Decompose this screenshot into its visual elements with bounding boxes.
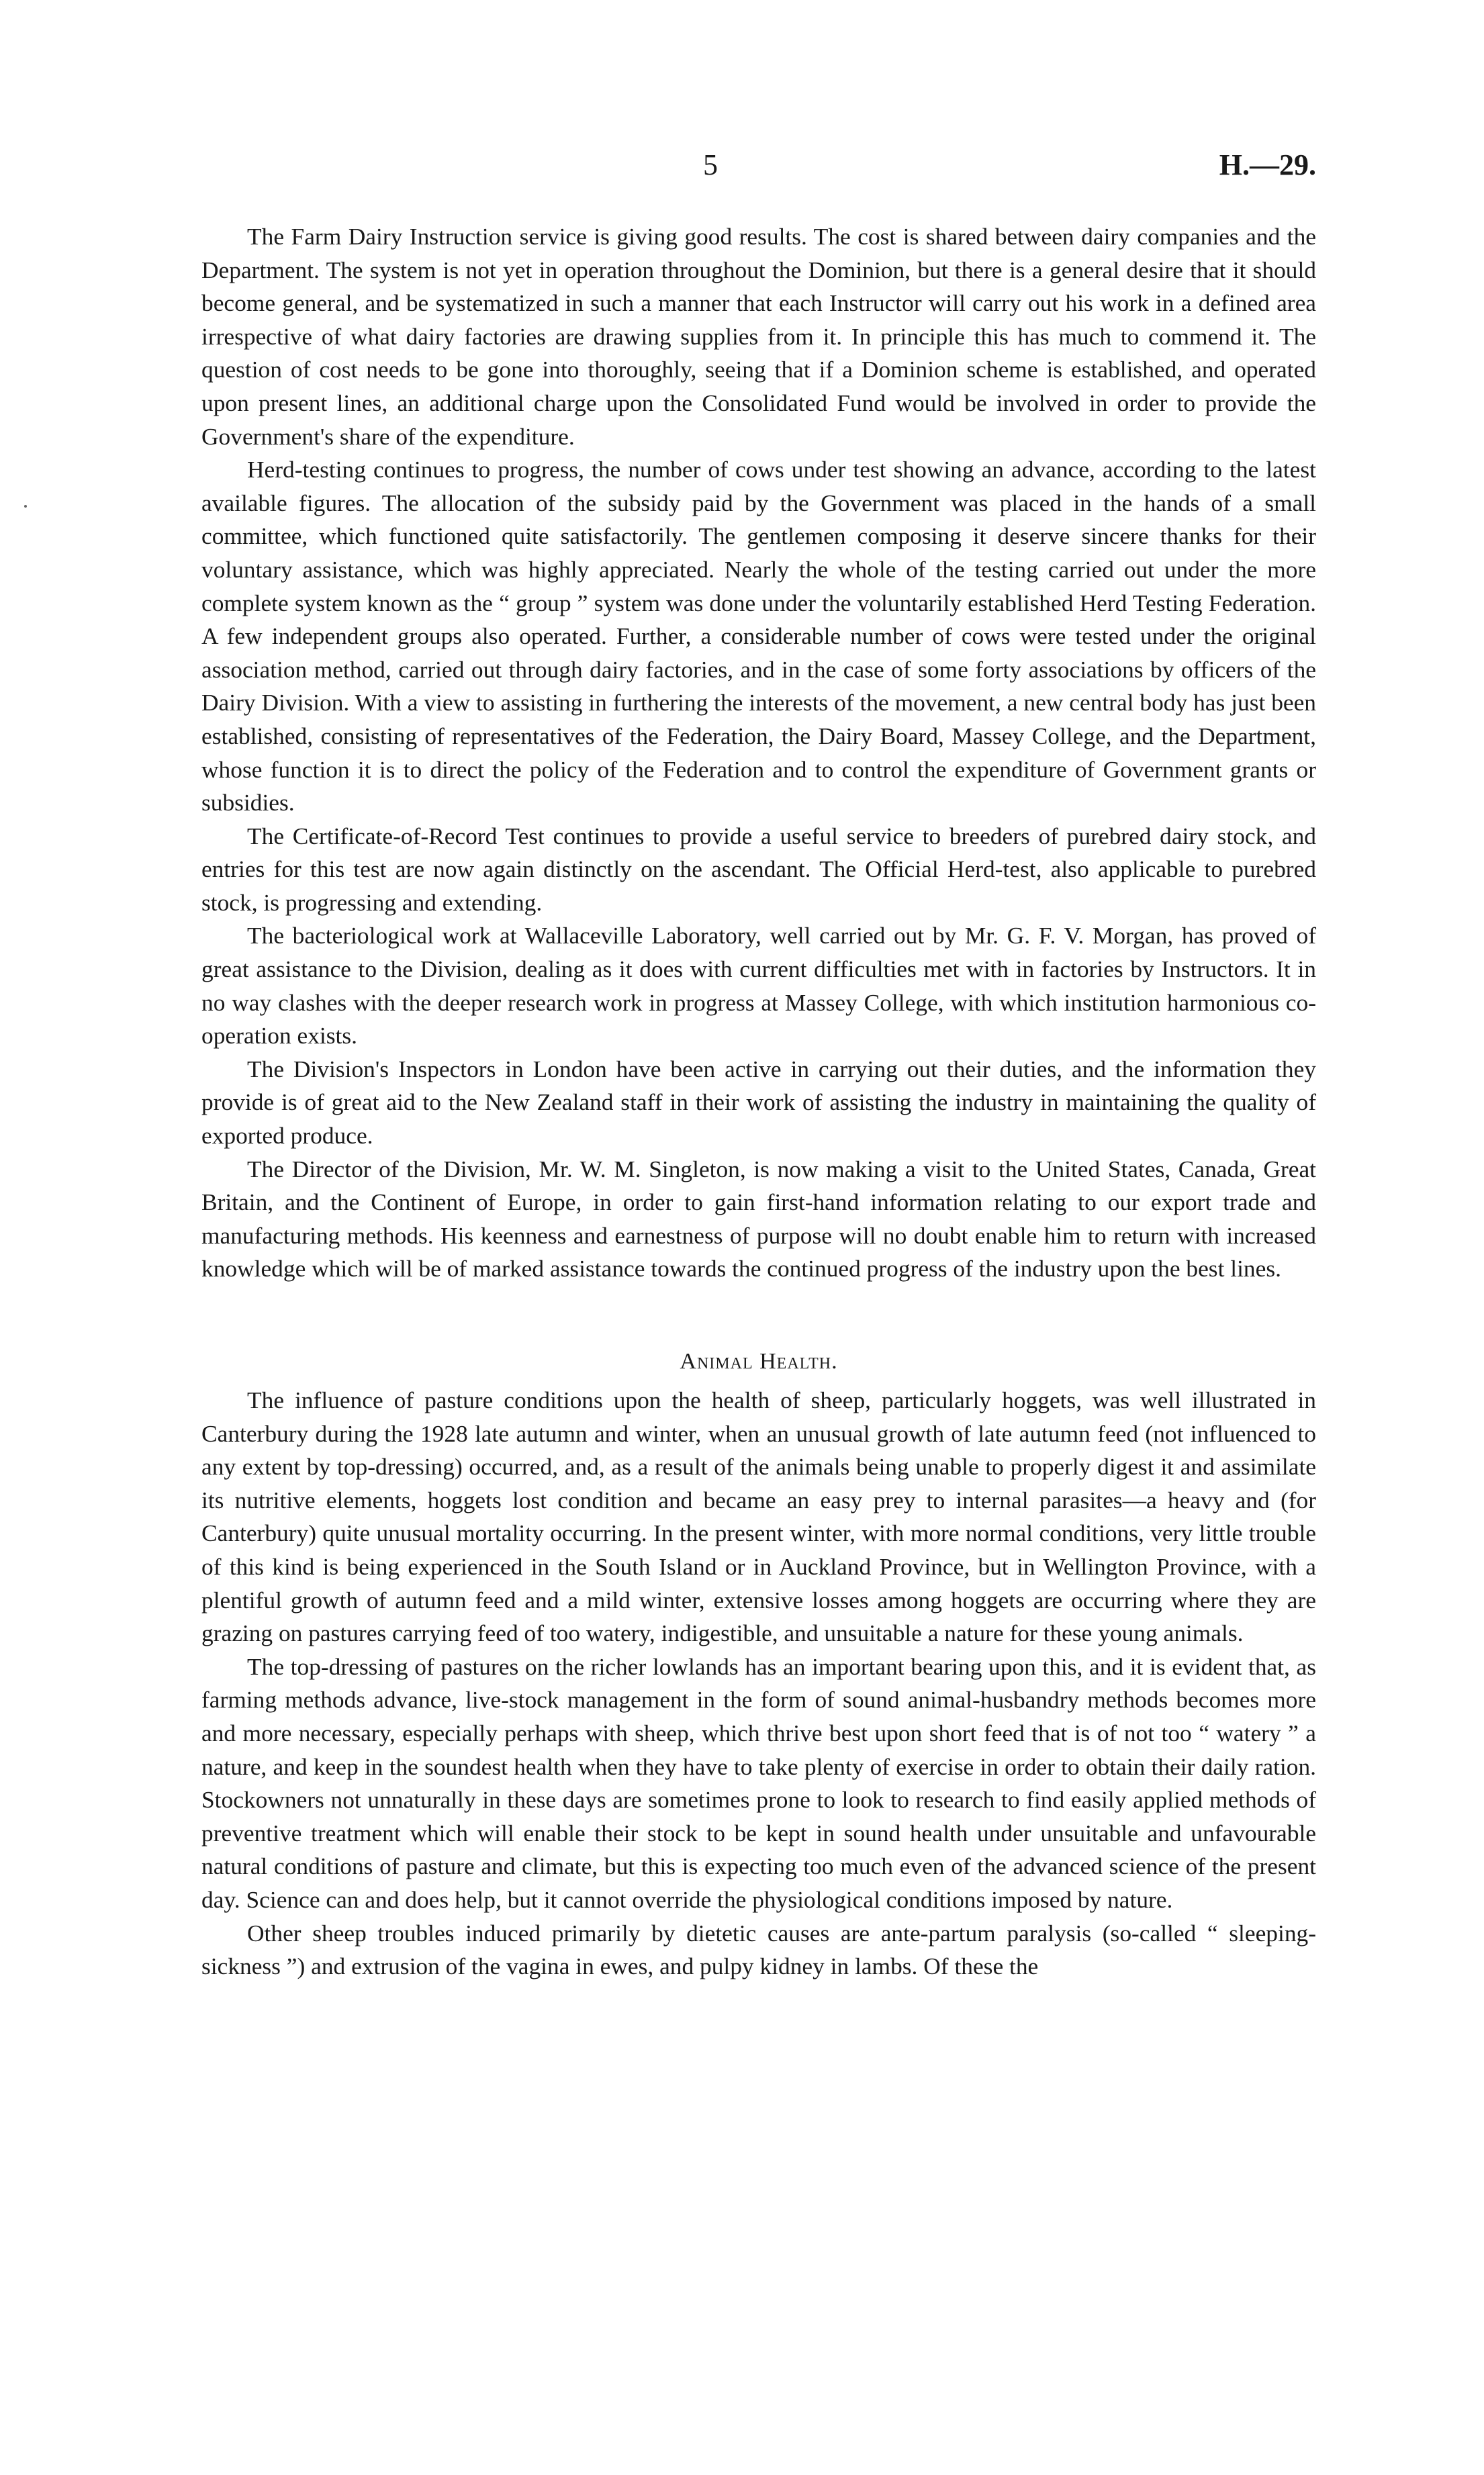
paragraph-london-inspectors: The Division's Inspectors in London have been active in carrying out their duties, and the information they provide is of great aid to the New Zealand staff in their work of assisting the industry in maintaining the quality of exported produce.	[201, 1055, 1316, 1150]
body-text	[201, 220, 1316, 1983]
document-reference: H.—29.	[1219, 148, 1316, 181]
animal-health-section	[201, 1345, 1316, 1983]
page-header	[201, 146, 1316, 187]
paragraph-top-dressing: The top-dressing of pastures on the richer lowlands has an important bearing upon this, and it is evident that, as farming methods advance, live-stock management in the form of sound animal-husbandry methods becomes more and more necessary, especially perhaps with sheep, which thrive best upon short feed that is of not too “ watery ” a nature, and keep in the soundest health when they have to take plenty of exercise in order to obtain their daily ration. Stockowners not unnaturally in these days are sometimes prone to look to research to find easily applied methods of preventive treatment which will enable their stock to be kept in sound health under unsuitable and unfavourable natural conditions of pasture and climate, but this is expecting too much even of the advanced science of the present day. Science can and does help, but it cannot override the physiological conditions imposed by nature.	[201, 1652, 1316, 1913]
paragraph-other-sheep-troubles: Other sheep troubles induced primarily by dietetic causes are ante-partum paralysis (so-called “ sleeping-sickness ”) and extrusion of the vagina in ewes, and pulpy kidney in lambs. Of these the	[201, 1919, 1316, 1980]
page-number: 5	[703, 148, 718, 181]
paragraph-bacteriological-work: The bacteriological work at Wallaceville Laboratory, well carried out by Mr. G. F. V. Morgan, has proved of great assistance to the Division, dealing as it does with current difficulties met with in factories by Instructors. It in no way clashes with the deeper research work in progress at Massey College, with which institution harmonious co-operation exists.	[201, 922, 1316, 1049]
margin-speck	[24, 505, 27, 508]
section-heading-animal-health: Animal Health.	[680, 1349, 838, 1374]
paragraph-certificate-of-record: The Certificate-of-Record Test continues to provide a useful service to breeders of purebred dairy stock, and entries for this test are now again distinctly on the ascendant. The Official Herd-test, also applicable to purebred stock, is progressing and extending.	[201, 822, 1316, 916]
paragraph-director-visit: The Director of the Division, Mr. W. M. Singleton, is now making a visit to the United States, Canada, Great Britain, and the Continent of Europe, in order to gain first-hand information relating to our export trade and manufacturing methods. His keenness and earnestness of purpose will no doubt enable him to return with increased knowledge which will be of marked assistance towards the continued progress of the industry upon the best lines.	[201, 1155, 1316, 1282]
paragraph-herd-testing: Herd-testing continues to progress, the number of cows under test showing an advance, according to the latest available figures. The allocation of the subsidy paid by the Government was placed in the hands of a small committee, which functioned quite satisfactorily. The gentlemen composing it deserve sincere thanks for their voluntary assistance, which was highly appreciated. Nearly the whole of the testing carried out under the more complete system known as the “ group ” system was done under the voluntarily established Herd Testing Federation. A few independent groups also operated. Further, a considerable number of cows were tested under the original association method, carried out through dairy factories, and in the case of some forty associations by officers of the Dairy Division. With a view to assisting in furthering the interests of the movement, a new central body has just been established, consisting of representatives of the Federation, the Dairy Board, Massey College, and the Department, whose function it is to direct the policy of the Federation and to control the expenditure of Government grants or subsidies.	[201, 456, 1316, 816]
paragraph-pasture-conditions: The influence of pasture conditions upon the health of sheep, particularly hoggets, was well illustrated in Canterbury during the 1928 late autumn and winter, when an unusual growth of late autumn feed (not influenced to any extent by top-dressing) occurred, and, as a result of the animals being unable to properly digest it and assimilate its nutritive elements, hoggets lost condition and became an easy prey to internal parasites—a heavy and (for Canterbury) quite unusual mortality occurring. In the present winter, with more normal conditions, very little trouble of this kind is being experienced in the South Island or in Auckland Province, but in Wellington Province, with a plentiful growth of autumn feed and a mild winter, extensive losses among hoggets are occurring where they are grazing on pastures carrying feed of too watery, indigestible, and unsuitable a nature for these young animals.	[201, 1387, 1316, 1647]
dairy-section	[201, 220, 1316, 1286]
paragraph-farm-dairy-instruction: The Farm Dairy Instruction service is giving good results. The cost is shared between dairy companies and the Department. The system is not yet in operation throughout the Dominion, but there is a general desire that it should become general, and be systematized in such a manner that each Instructor will carry out his work in a defined area irrespective of what dairy factories are drawing supplies from it. In principle this has much to commend it. The question of cost needs to be gone into thoroughly, seeing that if a Dominion scheme is established, and operated upon present lines, an additional charge upon the Consolidated Fund would be involved in order to provide the Government's share of the expenditure.	[201, 223, 1316, 450]
